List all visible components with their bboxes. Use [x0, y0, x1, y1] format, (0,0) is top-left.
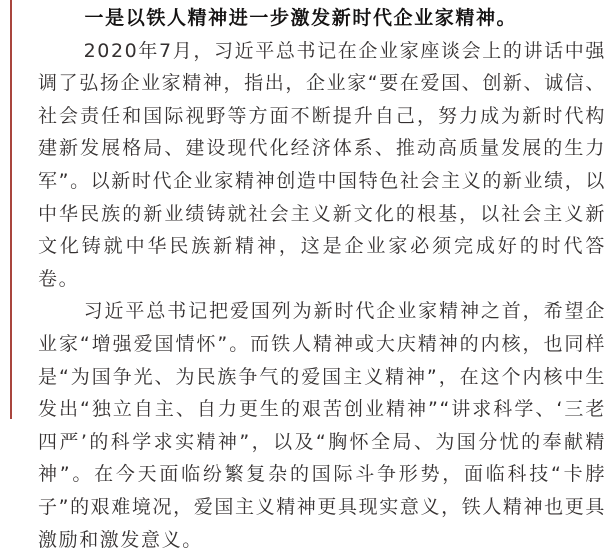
paragraph-2: 习近平总书记把爱国列为新时代企业家精神之首，希望企业家“增强爱国情怀”。而铁人精神或大庆精神的内核，也同样是“为国争光、为民族争气的爱国主义精神”，在这个内核中生发出“独立自主、自力更生的艰苦创业精神”“讲求科学、‘三老四严’的科学求实精神”，以及“胸怀全局、为国分忧的奉献精神”。在今天面临纷繁复杂的国际斗争形势，面临科技“卡脖子”的艰难境况，爱国主义精神更具现实意义，铁人精神也更具激励和激发意义。	[38, 300, 606, 551]
left-margin-rule	[10, 0, 12, 419]
paragraph-1: 2020年7月，习近平总书记在企业家座谈会上的讲话中强调了弘扬企业家精神，指出，企业家“要在爱国、创新、诚信、社会责任和国际视野等方面不断提升自己，努力成为新时代构建新发展格局、建设现代化经济体系、推动高质量发展的生力军”。以新时代企业家精神创造中国特色社会主义的新业绩，以中华民族的新业绩铸就社会主义新文化的根基，以社会主义新文化铸就中华民族新精神，这是企业家必须完成好的时代答卷。	[38, 39, 606, 290]
document-heading: 一是以铁人精神进一步激发新时代企业家精神。	[84, 7, 518, 29]
document-page	[38, 2, 606, 556]
